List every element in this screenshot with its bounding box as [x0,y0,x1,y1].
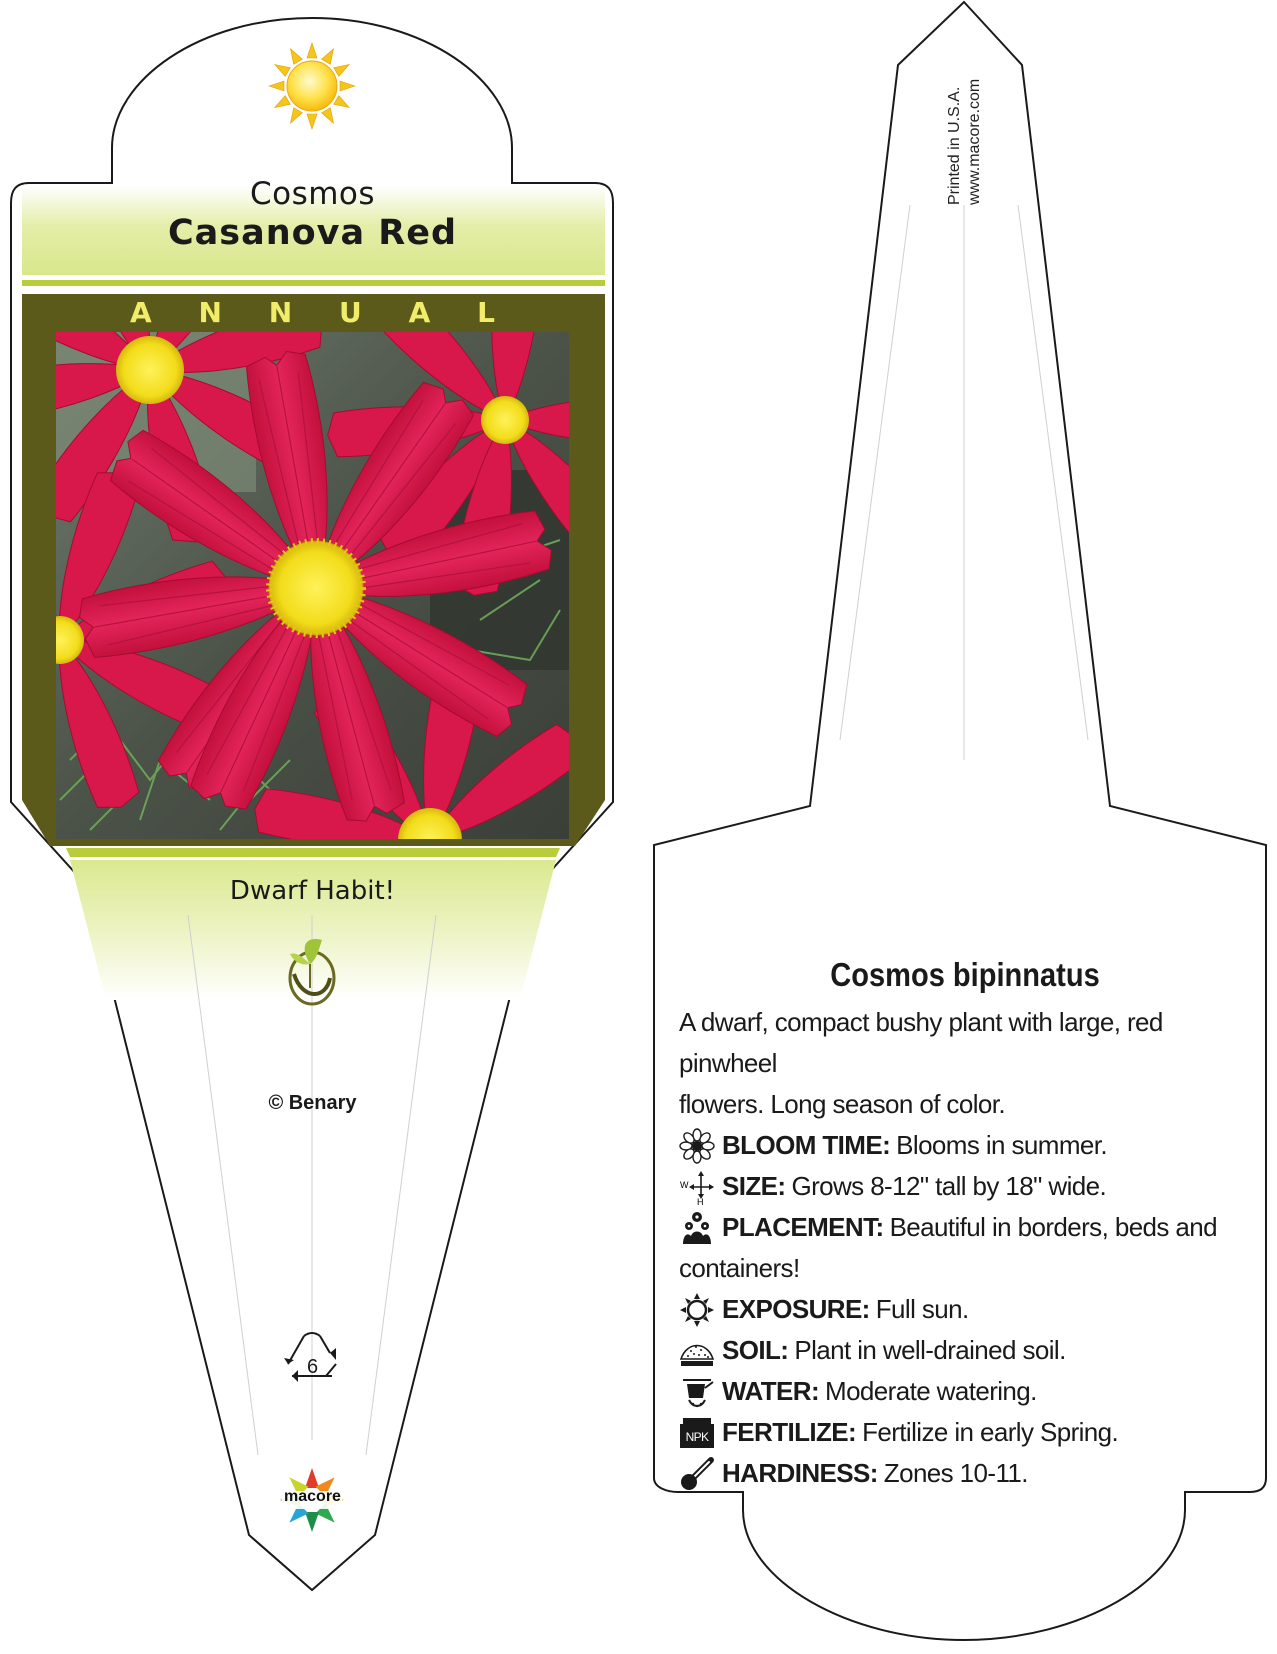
category-letter: L [477,296,495,329]
botanical-name: Cosmos bipinnatus [830,956,1100,993]
category-label [130,296,495,329]
care-label: PLACEMENT: [722,1212,884,1242]
care-label: WATER: [722,1376,820,1406]
title-stripe [22,280,605,286]
care-label: FERTILIZE: [722,1417,857,1447]
care-row-bloom [679,1125,1239,1166]
care-text: Fertilize in early Spring. [862,1417,1119,1447]
care-text: Grows 8-12" tall by 18" wide. [791,1171,1107,1201]
lower-stripe [66,848,560,857]
description-line: A dwarf, compact bushy plant with large, red pinwheel [679,1007,1163,1078]
care-text: Zones 10-11. [883,1458,1028,1488]
flower-icon [679,1128,715,1164]
care-continuation: containers! [679,1253,800,1283]
imprint-line: www.macore.com [966,78,983,205]
care-text: Plant in well-drained soil. [794,1335,1066,1365]
category-letter: U [339,296,362,329]
placement-icon [679,1210,715,1246]
size-arrows-icon [679,1169,715,1205]
recycle-number: 6 [306,1356,319,1378]
care-row-exposure [679,1289,1239,1330]
thermometer-icon [679,1456,715,1492]
watering-can-icon [679,1374,715,1410]
svg-text:W: W [680,1179,688,1190]
variety-name: Casanova Red [167,213,458,253]
category-letter: N [198,296,222,329]
care-label: BLOOM TIME: [722,1130,891,1160]
care-text: Beautiful in borders, beds and [889,1212,1218,1242]
npk-text: NPK [685,1429,709,1444]
care-text: Blooms in summer. [896,1130,1108,1160]
care-label: HARDINESS: [722,1458,878,1488]
care-row-water [679,1371,1239,1412]
care-row-soil [679,1330,1239,1371]
care-row-size [679,1166,1239,1207]
care-row-fertilize [679,1412,1239,1453]
description-line: flowers. Long season of color. [679,1089,1005,1119]
soil-icon [679,1333,715,1369]
imprint-line: Printed in U.S.A. [946,86,963,205]
care-instructions [679,1002,1239,1494]
category-letter: A [408,296,431,329]
care-text: Full sun. [875,1294,969,1324]
category-letter: N [268,296,293,329]
svg-text:H: H [697,1196,703,1205]
imprint [945,79,985,205]
care-label: SIZE: [722,1171,786,1201]
care-row-hardiness [679,1453,1239,1494]
care-text: Moderate watering. [825,1376,1037,1406]
care-label: EXPOSURE: [722,1294,870,1324]
care-row-placement [679,1207,1239,1248]
feature-text: Dwarf Habit! [229,876,396,906]
care-label: SOIL: [722,1335,789,1365]
brand-name: macore [284,1488,341,1505]
sun-outline-icon [679,1292,715,1328]
common-name: Cosmos [249,176,376,212]
copyright-text: © Benary [268,1092,357,1114]
category-letter: A [130,296,152,329]
npk-icon [679,1415,715,1451]
